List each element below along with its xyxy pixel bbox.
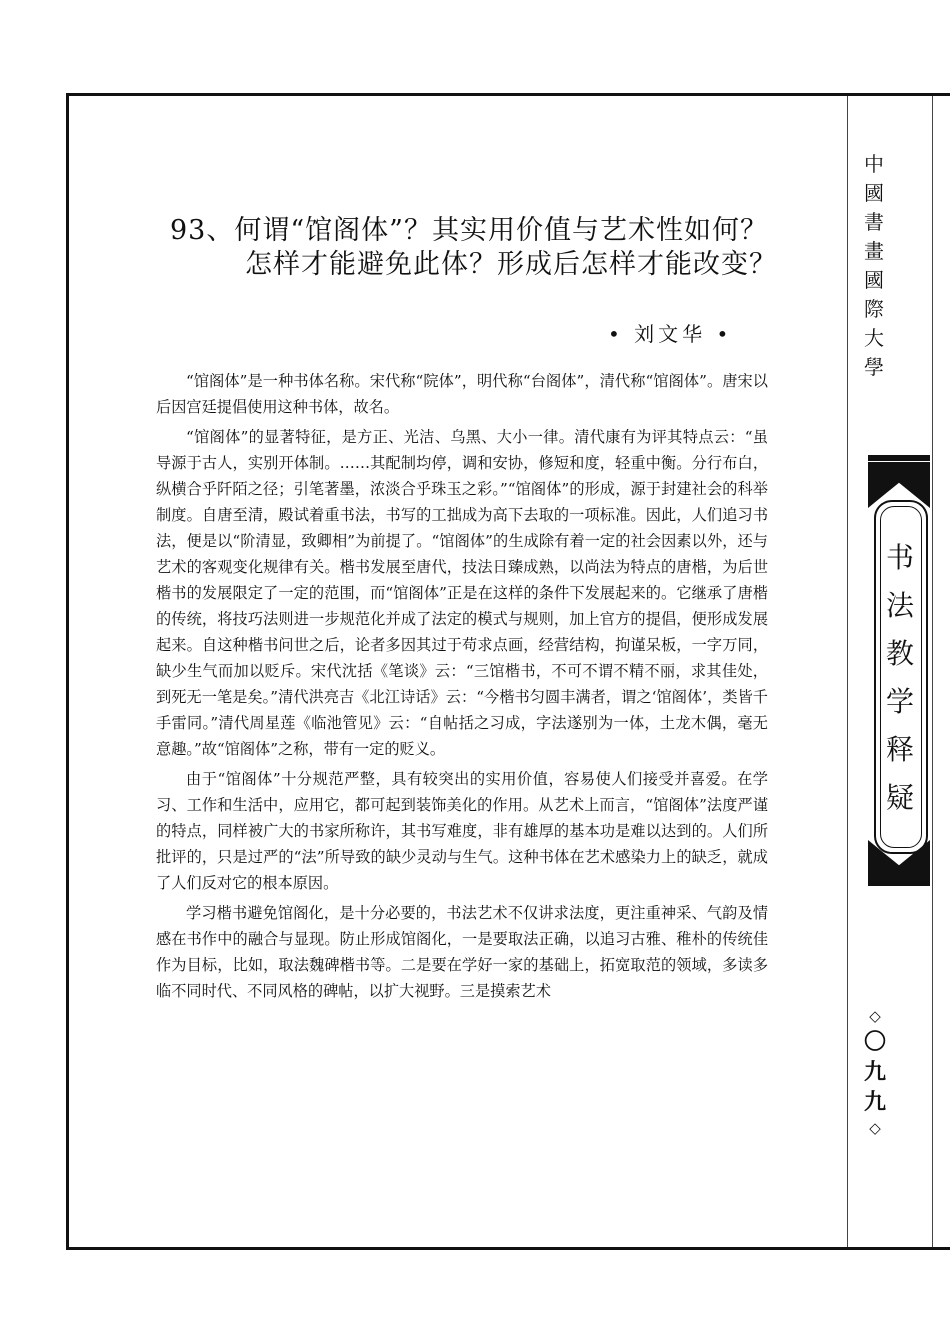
section-title-char: 疑 (885, 781, 914, 814)
diamond-icon: ◇ (869, 1119, 881, 1137)
body-paragraph: “馆阁体”的显著特征，是方正、光洁、乌黑、大小一律。清代康有为评其特点云：“虽导源于古人，实别开体制。……其配制均停，调和安协，修短和度，轻重中衡。分行布白，纵横合乎阡陌之径；引笔著墨，浓淡合乎珠玉之彩。”“馆阁体”的形成，源于封建社会的科举制度。自唐至清，殿试着重书法，书写的工拙成为高下去取的一项标准。因此，人们追习书法，便是以“阶清显，致卿相”为前提了。“馆阁体”的生成除有着一定的社会因素以外，还与艺术的客观变化规律有关。楷书发展至唐代，技法日臻成熟，以尚法为特点的唐楷，为后世楷书的发展限定了一定的范围，而“馆阁体”正是在这样的条件下发展起来的。它继承了唐楷的传统，将技巧法则进一步规范化并成了法定的模式与规则，加上官方的提倡，便形成发展起来。自这种楷书问世之后，论者多因其过于苟求点画，经营结构，拘谨呆板，一字万同，缺少生气而加以贬斥。宋代沈括《笔谈》云：“三馆楷书，不可不谓不精不丽，求其佳处，到死无一笔是矣。”清代洪亮吉《北江诗话》云：“今楷书匀圆丰满者，谓之‘馆阁体’，类皆千手雷同。”清代周星莲《临池管见》云：“自帖括之习成，字法遂别为一体，土龙木偶，毫无意趣。”故“馆阁体”之称，带有一定的贬义。 (156, 428, 768, 758)
body-paragraph: 由于“馆阁体”十分规范严整，具有较突出的实用价值，容易使人们接受并喜爱。在学习、工作和生活中，应用它，都可起到装饰美化的作用。从艺术上而言，“馆阁体”法度严谨的特点，同样被广大的书家所称许，其书写难度，非有雄厚的基本功是难以达到的。人们所批评的，只是过严的“法”所导致的缺少灵动与生气。这种书体在艺术感染力上的缺乏，就成了人们反对它的根本原因。 (156, 770, 768, 892)
section-title-char: 书 (885, 541, 914, 574)
title-line-1: 93、何谓“馆阁体”？其实用价值与艺术性如何？ (170, 215, 768, 246)
page-number-vertical (862, 1005, 888, 1139)
book-title-char: 中 (864, 152, 884, 176)
book-title-char: 學 (864, 355, 884, 379)
body-paragraph: 学习楷书避免馆阁化，是十分必要的，书法艺术不仅讲求法度，更注重神采、气韵及情感在书作中的融合与显现。防止形成馆阁化，一是要取法正确，以追习古雅、稚朴的传统佳作为目标，比如，取法魏碑楷书等。二是要在学好一家的基础上，拓宽取范的领域，多读多临不同时代、不同风格的碑帖，以扩大视野。三是摸索艺术 (156, 904, 768, 1000)
book-title-char: 畫 (864, 239, 884, 263)
section-title-vertical (885, 534, 915, 822)
sidebar-divider (847, 96, 848, 1247)
diamond-icon: ◇ (869, 1007, 881, 1025)
body-paragraph: “馆阁体”是一种书体名称。宋代称“院体”，明代称“台阁体”，清代称“馆阁体”。唐宋以后因宫廷提倡使用这种书体，故名。 (156, 372, 768, 416)
frame-bottom-border (66, 1247, 950, 1250)
section-title-char: 法 (885, 589, 914, 622)
ornament-bar-top (868, 455, 930, 461)
section-title-char: 释 (885, 733, 914, 766)
book-title-char: 國 (864, 268, 884, 292)
page-number-digit: 九 (863, 1089, 886, 1115)
article-title (170, 214, 810, 282)
sidebar-outer-rule (932, 96, 933, 1247)
section-title-char: 学 (885, 685, 914, 718)
section-title-char: 教 (885, 637, 914, 670)
author-byline: • 刘文华 • (608, 322, 733, 346)
article-body (156, 368, 768, 1008)
page-number-digit: 〇 (863, 1029, 886, 1055)
book-title-char: 國 (864, 181, 884, 205)
book-title-vertical (862, 150, 886, 382)
book-title-char: 大 (864, 326, 884, 350)
title-line-2: 怎样才能避免此体？形成后怎样才能改变？ (245, 249, 777, 280)
page-number-digit: 九 (863, 1059, 886, 1085)
frame-top-border (66, 93, 950, 96)
ornament-bar-bottom (868, 880, 930, 886)
book-title-char: 書 (864, 210, 884, 234)
frame-left-border (66, 93, 69, 1250)
book-title-char: 際 (864, 297, 884, 321)
